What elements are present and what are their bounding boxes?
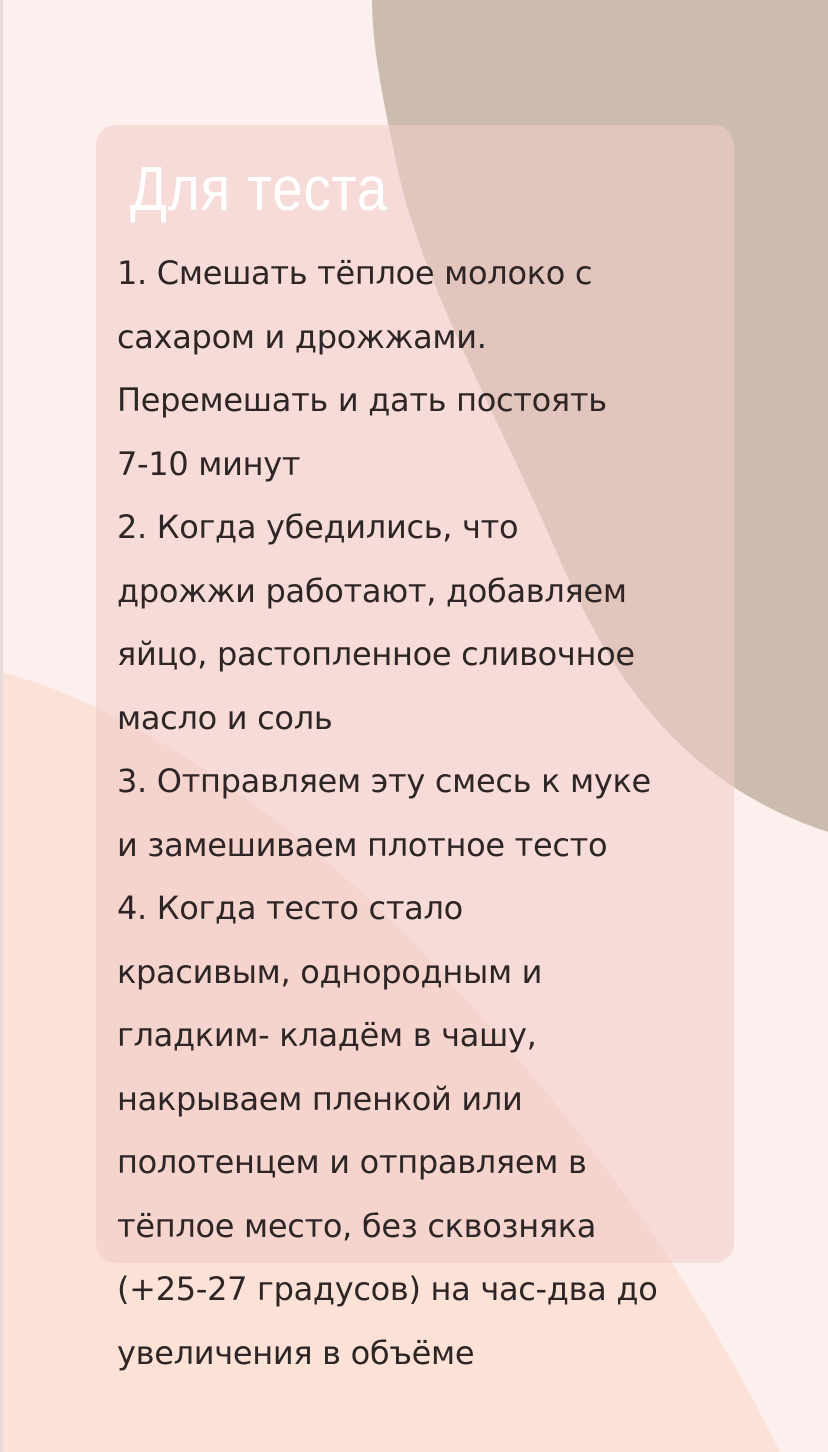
card-title: Для теста	[130, 155, 389, 224]
instruction-line: яйцо, растопленное сливочное	[117, 635, 635, 673]
instruction-line: 3. Отправляем эту смесь к муке	[117, 762, 651, 800]
instruction-line: сахаром и дрожжами.	[117, 317, 487, 356]
instruction-line: полотенцем и отправляем в	[117, 1143, 587, 1181]
instruction-line: тёплое место, без сквозняка	[117, 1206, 597, 1245]
instruction-line: 7-10 минут	[117, 444, 301, 483]
instruction-line: Перемешать и дать постоять	[117, 381, 607, 419]
instruction-line: 4. Когда тесто стало	[117, 889, 463, 927]
instruction-line: 1. Смешать тёплое молоко с	[117, 254, 593, 292]
instructions-list	[117, 242, 737, 1385]
instruction-line: накрываем пленкой или	[117, 1079, 523, 1118]
instruction-line: (+25-27 градусов) на час-два до	[117, 1270, 658, 1308]
instruction-line: дрожжи работают, добавляем	[117, 571, 627, 610]
instruction-line: и замешиваем плотное тесто	[117, 825, 608, 864]
left-edge-line	[0, 0, 3, 1452]
instruction-line: гладким- кладём в чашу,	[117, 1016, 537, 1054]
instruction-line: масло и соль	[117, 698, 333, 737]
instruction-line: увеличения в объёме	[117, 1333, 475, 1372]
instruction-line: красивым, однородным и	[117, 952, 543, 991]
instruction-line: 2. Когда убедились, что	[117, 508, 519, 546]
